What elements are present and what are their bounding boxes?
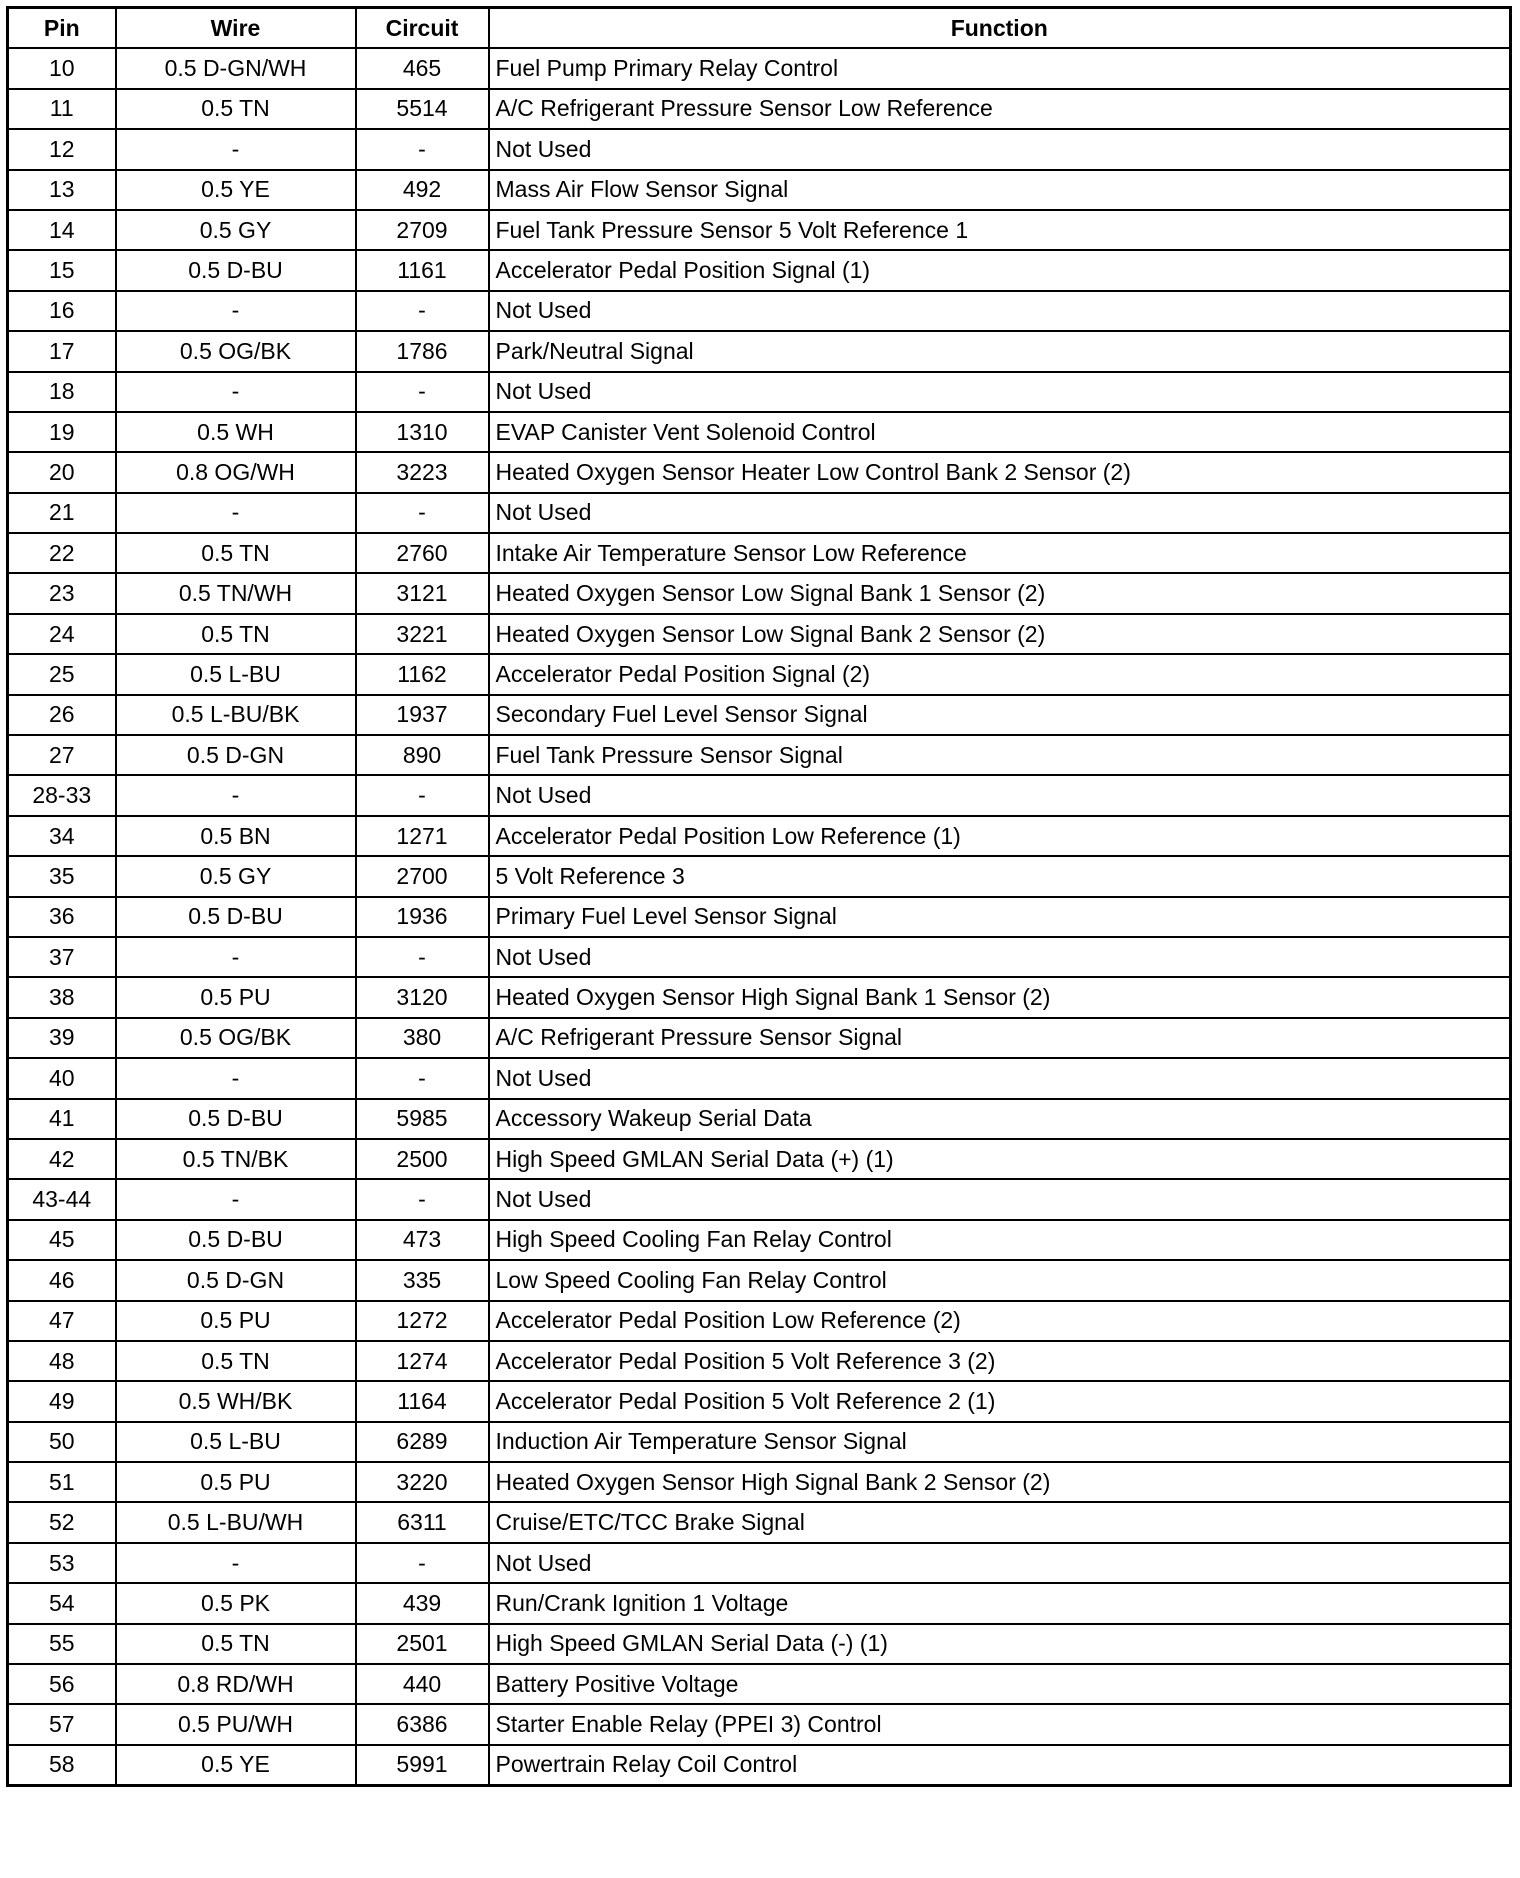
cell-function: Heated Oxygen Sensor Low Signal Bank 1 Sensor (2) (489, 573, 1511, 613)
cell-circuit: 1936 (356, 897, 489, 937)
cell-function: Not Used (489, 775, 1511, 815)
header-pin: Pin (8, 8, 116, 49)
table-row (8, 1220, 1511, 1260)
cell-wire: 0.8 OG/WH (116, 452, 356, 492)
cell-circuit: 1786 (356, 331, 489, 371)
table-row (8, 1260, 1511, 1300)
table-row (8, 816, 1511, 856)
cell-pin: 50 (8, 1422, 116, 1462)
cell-function: EVAP Canister Vent Solenoid Control (489, 412, 1511, 452)
table-row (8, 1664, 1511, 1704)
cell-pin: 34 (8, 816, 116, 856)
table-row (8, 1381, 1511, 1421)
cell-wire: 0.5 WH (116, 412, 356, 452)
cell-wire: 0.5 L-BU (116, 1422, 356, 1462)
cell-circuit: - (356, 129, 489, 169)
cell-pin: 25 (8, 654, 116, 694)
cell-wire: - (116, 937, 356, 977)
cell-circuit: 440 (356, 1664, 489, 1704)
table-row (8, 452, 1511, 492)
table-row (8, 573, 1511, 613)
table-row (8, 1179, 1511, 1219)
cell-function: Accessory Wakeup Serial Data (489, 1099, 1511, 1139)
cell-circuit: - (356, 937, 489, 977)
cell-function: Not Used (489, 1058, 1511, 1098)
cell-circuit: - (356, 1058, 489, 1098)
cell-wire: 0.5 D-BU (116, 1220, 356, 1260)
cell-wire: 0.5 L-BU (116, 654, 356, 694)
cell-wire: - (116, 129, 356, 169)
cell-circuit: - (356, 291, 489, 331)
cell-function: Primary Fuel Level Sensor Signal (489, 897, 1511, 937)
table-row (8, 412, 1511, 452)
table-row (8, 1422, 1511, 1462)
table-row (8, 1583, 1511, 1623)
cell-circuit: 2760 (356, 533, 489, 573)
cell-pin: 12 (8, 129, 116, 169)
header-circuit: Circuit (356, 8, 489, 49)
cell-function: Starter Enable Relay (PPEI 3) Control (489, 1704, 1511, 1744)
cell-circuit: 2500 (356, 1139, 489, 1179)
cell-function: Mass Air Flow Sensor Signal (489, 170, 1511, 210)
cell-pin: 49 (8, 1381, 116, 1421)
cell-circuit: 1271 (356, 816, 489, 856)
table-row (8, 89, 1511, 129)
cell-function: Run/Crank Ignition 1 Voltage (489, 1583, 1511, 1623)
cell-circuit: 3121 (356, 573, 489, 613)
cell-circuit: 1937 (356, 695, 489, 735)
cell-circuit: 1162 (356, 654, 489, 694)
cell-pin: 14 (8, 210, 116, 250)
cell-pin: 36 (8, 897, 116, 937)
cell-pin: 54 (8, 1583, 116, 1623)
cell-circuit: 2501 (356, 1624, 489, 1664)
table-row (8, 897, 1511, 937)
table-row (8, 129, 1511, 169)
cell-wire: 0.5 PU (116, 977, 356, 1017)
cell-function: Accelerator Pedal Position 5 Volt Reference 2 (1) (489, 1381, 1511, 1421)
table-row (8, 1139, 1511, 1179)
cell-pin: 57 (8, 1704, 116, 1744)
table-row (8, 48, 1511, 88)
cell-function: Cruise/ETC/TCC Brake Signal (489, 1502, 1511, 1542)
cell-function: Induction Air Temperature Sensor Signal (489, 1422, 1511, 1462)
cell-function: Heated Oxygen Sensor High Signal Bank 2 Sensor (2) (489, 1462, 1511, 1502)
cell-function: Heated Oxygen Sensor High Signal Bank 1 Sensor (2) (489, 977, 1511, 1017)
table-row (8, 331, 1511, 371)
cell-circuit: 465 (356, 48, 489, 88)
cell-wire: 0.5 TN/BK (116, 1139, 356, 1179)
table-row (8, 937, 1511, 977)
cell-function: Secondary Fuel Level Sensor Signal (489, 695, 1511, 735)
cell-circuit: 5985 (356, 1099, 489, 1139)
cell-pin: 24 (8, 614, 116, 654)
cell-wire: 0.5 D-GN/WH (116, 48, 356, 88)
cell-pin: 13 (8, 170, 116, 210)
cell-function: Accelerator Pedal Position 5 Volt Reference 3 (2) (489, 1341, 1511, 1381)
cell-wire: 0.5 L-BU/WH (116, 1502, 356, 1542)
cell-wire: 0.5 OG/BK (116, 331, 356, 371)
cell-circuit: 2709 (356, 210, 489, 250)
cell-wire: 0.5 D-BU (116, 1099, 356, 1139)
cell-circuit: - (356, 1543, 489, 1583)
cell-wire: 0.5 PU (116, 1462, 356, 1502)
cell-wire: - (116, 775, 356, 815)
cell-wire: 0.5 D-GN (116, 735, 356, 775)
cell-wire: 0.5 PU (116, 1301, 356, 1341)
cell-pin: 11 (8, 89, 116, 129)
cell-wire: 0.5 D-GN (116, 1260, 356, 1300)
cell-function: Park/Neutral Signal (489, 331, 1511, 371)
cell-circuit: 1161 (356, 250, 489, 290)
cell-wire: 0.5 TN/WH (116, 573, 356, 613)
cell-wire: 0.5 YE (116, 170, 356, 210)
cell-function: Accelerator Pedal Position Low Reference (2) (489, 1301, 1511, 1341)
cell-pin: 15 (8, 250, 116, 290)
cell-wire: 0.5 BN (116, 816, 356, 856)
cell-pin: 21 (8, 493, 116, 533)
cell-circuit: 492 (356, 170, 489, 210)
cell-pin: 53 (8, 1543, 116, 1583)
cell-wire: 0.5 PK (116, 1583, 356, 1623)
cell-pin: 39 (8, 1018, 116, 1058)
cell-pin: 48 (8, 1341, 116, 1381)
cell-wire: 0.5 GY (116, 210, 356, 250)
table-row (8, 170, 1511, 210)
cell-wire: - (116, 291, 356, 331)
cell-pin: 18 (8, 372, 116, 412)
cell-pin: 52 (8, 1502, 116, 1542)
cell-function: Not Used (489, 372, 1511, 412)
cell-circuit: 1310 (356, 412, 489, 452)
cell-pin: 47 (8, 1301, 116, 1341)
cell-function: High Speed GMLAN Serial Data (-) (1) (489, 1624, 1511, 1664)
cell-circuit: - (356, 372, 489, 412)
cell-function: Low Speed Cooling Fan Relay Control (489, 1260, 1511, 1300)
table-row (8, 372, 1511, 412)
cell-function: Heated Oxygen Sensor Low Signal Bank 2 Sensor (2) (489, 614, 1511, 654)
cell-circuit: 6289 (356, 1422, 489, 1462)
cell-circuit: - (356, 1179, 489, 1219)
cell-pin: 19 (8, 412, 116, 452)
cell-circuit: 2700 (356, 856, 489, 896)
cell-wire: 0.5 D-BU (116, 897, 356, 937)
header-function: Function (489, 8, 1511, 49)
cell-circuit: 3120 (356, 977, 489, 1017)
cell-pin: 46 (8, 1260, 116, 1300)
cell-pin: 56 (8, 1664, 116, 1704)
cell-circuit: 439 (356, 1583, 489, 1623)
cell-function: Fuel Tank Pressure Sensor Signal (489, 735, 1511, 775)
cell-wire: 0.5 TN (116, 89, 356, 129)
table-row (8, 695, 1511, 735)
cell-function: A/C Refrigerant Pressure Sensor Signal (489, 1018, 1511, 1058)
table-row (8, 1543, 1511, 1583)
cell-circuit: 380 (356, 1018, 489, 1058)
cell-wire: 0.8 RD/WH (116, 1664, 356, 1704)
table-header-row (8, 8, 1511, 49)
cell-pin: 35 (8, 856, 116, 896)
cell-function: Fuel Tank Pressure Sensor 5 Volt Reference 1 (489, 210, 1511, 250)
cell-function: Intake Air Temperature Sensor Low Reference (489, 533, 1511, 573)
table-row (8, 1018, 1511, 1058)
cell-function: Heated Oxygen Sensor Heater Low Control Bank 2 Sensor (2) (489, 452, 1511, 492)
table-row (8, 533, 1511, 573)
table-row (8, 210, 1511, 250)
cell-circuit: 3223 (356, 452, 489, 492)
table-row (8, 614, 1511, 654)
cell-pin: 20 (8, 452, 116, 492)
cell-wire: 0.5 L-BU/BK (116, 695, 356, 735)
cell-function: Not Used (489, 129, 1511, 169)
cell-pin: 41 (8, 1099, 116, 1139)
cell-pin: 26 (8, 695, 116, 735)
cell-function: Not Used (489, 937, 1511, 977)
cell-circuit: 1272 (356, 1301, 489, 1341)
cell-function: Fuel Pump Primary Relay Control (489, 48, 1511, 88)
table-row (8, 493, 1511, 533)
cell-wire: 0.5 TN (116, 533, 356, 573)
cell-function: Accelerator Pedal Position Signal (1) (489, 250, 1511, 290)
cell-pin: 23 (8, 573, 116, 613)
cell-wire: 0.5 GY (116, 856, 356, 896)
table-body (8, 48, 1511, 1785)
cell-wire: 0.5 OG/BK (116, 1018, 356, 1058)
cell-pin: 16 (8, 291, 116, 331)
table-row (8, 291, 1511, 331)
cell-pin: 38 (8, 977, 116, 1017)
cell-wire: - (116, 493, 356, 533)
cell-wire: 0.5 TN (116, 1624, 356, 1664)
cell-wire: 0.5 YE (116, 1745, 356, 1786)
cell-pin: 28-33 (8, 775, 116, 815)
cell-function: Accelerator Pedal Position Signal (2) (489, 654, 1511, 694)
cell-pin: 17 (8, 331, 116, 371)
cell-function: Not Used (489, 1179, 1511, 1219)
cell-pin: 51 (8, 1462, 116, 1502)
table-row (8, 1502, 1511, 1542)
table-row (8, 856, 1511, 896)
cell-pin: 42 (8, 1139, 116, 1179)
cell-wire: - (116, 372, 356, 412)
cell-circuit: 1164 (356, 1381, 489, 1421)
cell-pin: 37 (8, 937, 116, 977)
cell-pin: 27 (8, 735, 116, 775)
cell-circuit: 3221 (356, 614, 489, 654)
table-row (8, 1301, 1511, 1341)
cell-circuit: 3220 (356, 1462, 489, 1502)
cell-circuit: 1274 (356, 1341, 489, 1381)
table-row (8, 250, 1511, 290)
table-row (8, 1624, 1511, 1664)
cell-function: A/C Refrigerant Pressure Sensor Low Reference (489, 89, 1511, 129)
cell-pin: 58 (8, 1745, 116, 1786)
table-row (8, 654, 1511, 694)
connector-pinout-table (6, 6, 1512, 1787)
cell-function: Not Used (489, 291, 1511, 331)
cell-pin: 43-44 (8, 1179, 116, 1219)
table-row (8, 1058, 1511, 1098)
cell-function: Not Used (489, 1543, 1511, 1583)
cell-circuit: 5991 (356, 1745, 489, 1786)
cell-wire: - (116, 1179, 356, 1219)
table-row (8, 977, 1511, 1017)
header-wire: Wire (116, 8, 356, 49)
cell-function: Accelerator Pedal Position Low Reference (1) (489, 816, 1511, 856)
cell-pin: 40 (8, 1058, 116, 1098)
table-row (8, 1341, 1511, 1381)
cell-wire: - (116, 1543, 356, 1583)
cell-wire: - (116, 1058, 356, 1098)
table-row (8, 775, 1511, 815)
cell-circuit: 6386 (356, 1704, 489, 1744)
table-row (8, 1099, 1511, 1139)
cell-circuit: 335 (356, 1260, 489, 1300)
table-row (8, 735, 1511, 775)
cell-function: 5 Volt Reference 3 (489, 856, 1511, 896)
cell-wire: 0.5 PU/WH (116, 1704, 356, 1744)
cell-function: High Speed GMLAN Serial Data (+) (1) (489, 1139, 1511, 1179)
cell-circuit: - (356, 775, 489, 815)
cell-wire: 0.5 WH/BK (116, 1381, 356, 1421)
cell-circuit: - (356, 493, 489, 533)
cell-pin: 55 (8, 1624, 116, 1664)
cell-function: High Speed Cooling Fan Relay Control (489, 1220, 1511, 1260)
cell-circuit: 473 (356, 1220, 489, 1260)
cell-function: Not Used (489, 493, 1511, 533)
cell-wire: 0.5 D-BU (116, 250, 356, 290)
cell-function: Powertrain Relay Coil Control (489, 1745, 1511, 1786)
cell-pin: 45 (8, 1220, 116, 1260)
cell-circuit: 890 (356, 735, 489, 775)
cell-circuit: 5514 (356, 89, 489, 129)
cell-wire: 0.5 TN (116, 1341, 356, 1381)
cell-pin: 10 (8, 48, 116, 88)
table-row (8, 1745, 1511, 1786)
cell-circuit: 6311 (356, 1502, 489, 1542)
table-row (8, 1462, 1511, 1502)
cell-function: Battery Positive Voltage (489, 1664, 1511, 1704)
cell-pin: 22 (8, 533, 116, 573)
cell-wire: 0.5 TN (116, 614, 356, 654)
table-row (8, 1704, 1511, 1744)
